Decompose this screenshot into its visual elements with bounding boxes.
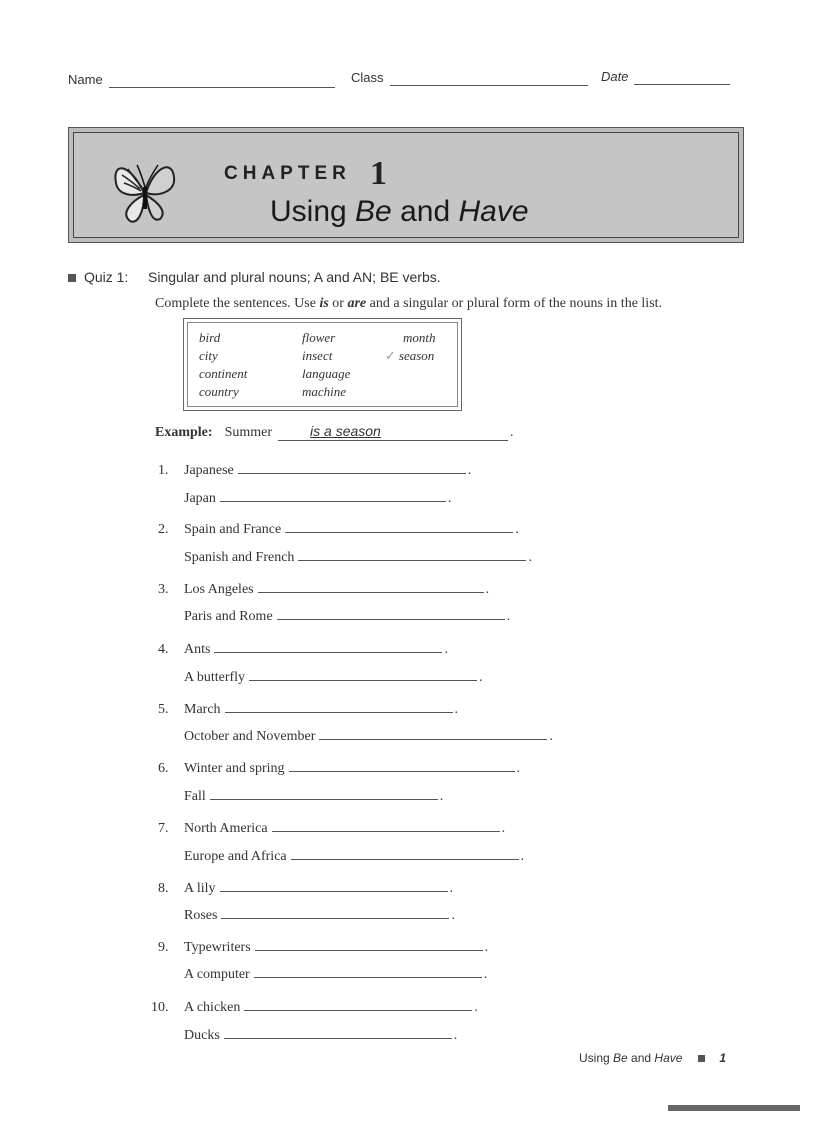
item-prompt: Paris and Rome	[184, 609, 273, 624]
item-9: 9. Typewriters .	[158, 940, 489, 955]
word-bird: bird	[199, 330, 221, 345]
chapter-banner	[68, 127, 744, 243]
chapter-word: CHAPTER	[224, 163, 351, 184]
instructions-part-c: and a singular or plural form of the nouns in the list.	[366, 296, 663, 311]
item-9b: A computer .	[184, 967, 488, 982]
answer-line[interactable]	[249, 679, 477, 681]
item-prompt: Winter and spring	[184, 761, 285, 776]
word-season-row	[385, 348, 434, 364]
page-number: 1	[719, 1051, 727, 1065]
item-4b: A butterfly .	[184, 670, 483, 685]
chapter-number: 1	[370, 155, 387, 192]
chapter-title-part1: Using	[270, 195, 356, 228]
item-6: 6. Winter and spring .	[158, 761, 521, 776]
item-1: 1. Japanese .	[158, 463, 472, 478]
item-number: 10.	[151, 1000, 169, 1015]
answer-line[interactable]	[272, 830, 500, 832]
item-prompt: March	[184, 702, 221, 717]
item-prompt: October and November	[184, 729, 316, 744]
item-prompt: Roses	[184, 908, 218, 923]
answer-line[interactable]	[291, 858, 519, 860]
item-prompt: Ants	[184, 642, 211, 657]
class-label: Class	[351, 70, 384, 85]
item-7b: Europe and Africa .	[184, 849, 525, 864]
name-field[interactable]	[68, 72, 335, 88]
checkmark-icon: ✓	[385, 348, 396, 363]
footer-have: Have	[654, 1051, 683, 1065]
item-prompt: North America	[184, 821, 268, 836]
item-prompt: Ducks	[184, 1028, 220, 1043]
answer-line[interactable]	[258, 591, 484, 593]
answer-line[interactable]	[210, 798, 438, 800]
answer-line[interactable]	[289, 770, 515, 772]
answer-line[interactable]	[221, 917, 449, 919]
item-prompt: A chicken	[184, 1000, 241, 1015]
item-prompt: Fall	[184, 789, 206, 804]
scan-edge-mark	[668, 1105, 800, 1111]
answer-line[interactable]	[244, 1009, 472, 1011]
item-prompt: Los Angeles	[184, 582, 254, 597]
item-prompt: Spain and France	[184, 522, 282, 537]
item-number: 7.	[158, 821, 169, 836]
example-label: Example:	[155, 425, 213, 440]
item-prompt: Typewriters	[184, 940, 251, 955]
example-subject: Summer	[224, 425, 273, 440]
date-field[interactable]	[601, 69, 730, 85]
item-4: 4. Ants .	[158, 642, 448, 657]
item-1b: Japan .	[184, 491, 452, 506]
chapter-title-have: Have	[458, 195, 529, 228]
item-prompt: Japan	[184, 491, 216, 506]
instructions-part-a: Complete the sentences. Use	[155, 296, 320, 311]
class-line	[390, 84, 588, 86]
instructions-is: is	[319, 296, 329, 311]
word-machine: machine	[302, 384, 347, 399]
item-number: 5.	[158, 702, 169, 717]
item-prompt: A computer	[184, 967, 250, 982]
item-number: 4.	[158, 642, 169, 657]
word-month: month	[403, 330, 436, 345]
butterfly-icon	[110, 153, 180, 225]
answer-line[interactable]	[220, 890, 448, 892]
quiz-heading	[68, 269, 441, 285]
item-7: 7. North America .	[158, 821, 506, 836]
footer-text-2: and	[627, 1051, 655, 1065]
item-number: 6.	[158, 761, 169, 776]
quiz-title: Singular and plural nouns; A and AN; BE verbs.	[148, 269, 441, 285]
answer-line[interactable]	[285, 531, 513, 533]
date-line	[634, 83, 730, 85]
answer-line[interactable]	[238, 472, 466, 474]
item-2: 2. Spain and France .	[158, 522, 519, 537]
item-prompt: Japanese	[184, 463, 234, 478]
item-3: 3. Los Angeles .	[158, 582, 490, 597]
item-10: 10. A chicken .	[151, 1000, 478, 1015]
word-continent: continent	[199, 366, 248, 381]
item-prompt: Spanish and French	[184, 550, 295, 565]
word-insect: insect	[302, 348, 333, 363]
item-10b: Ducks .	[184, 1028, 458, 1043]
item-number: 3.	[158, 582, 169, 597]
item-prompt: A lily	[184, 881, 216, 896]
answer-line[interactable]	[220, 500, 446, 502]
item-5: 5. March .	[158, 702, 459, 717]
answer-line[interactable]	[225, 711, 453, 713]
word-list-box	[183, 318, 462, 411]
answer-line[interactable]	[224, 1037, 452, 1039]
example-sentence: Example: Summer is a season .	[155, 423, 514, 440]
word-language: language	[302, 366, 351, 381]
answer-line[interactable]	[254, 976, 482, 978]
item-3b: Paris and Rome .	[184, 609, 511, 624]
example-blank	[278, 424, 508, 441]
footer-text-1: Using	[579, 1051, 614, 1065]
class-field[interactable]	[351, 70, 588, 86]
page-footer	[579, 1051, 726, 1065]
item-prompt: Europe and Africa	[184, 849, 287, 864]
item-prompt: A butterfly	[184, 670, 246, 685]
item-8b: Roses .	[184, 908, 455, 923]
chapter-title-part2: and	[391, 195, 459, 228]
date-label: Date	[601, 69, 629, 84]
example-answer: is a season	[310, 423, 381, 439]
item-number: 2.	[158, 522, 169, 537]
chapter-banner-inner	[73, 132, 739, 238]
answer-line[interactable]	[214, 651, 442, 653]
word-flower: flower	[302, 330, 336, 345]
footer-square-icon	[698, 1055, 705, 1062]
name-label: Name	[68, 72, 103, 87]
quiz-label: Quiz 1:	[84, 269, 129, 285]
chapter-title-be: Be	[355, 195, 392, 228]
word-country: country	[199, 384, 239, 399]
chapter-title	[270, 195, 529, 229]
word-season: season	[398, 348, 435, 363]
footer-be: Be	[613, 1051, 628, 1065]
item-number: 9.	[158, 940, 169, 955]
quiz-instructions	[155, 296, 662, 312]
item-6b: Fall .	[184, 789, 444, 804]
item-number: 1.	[158, 463, 169, 478]
instructions-part-b: or	[328, 296, 348, 311]
answer-line[interactable]	[277, 618, 505, 620]
item-5b: October and November .	[184, 729, 553, 744]
answer-line[interactable]	[255, 949, 483, 951]
word-city: city	[199, 348, 218, 363]
instructions-are: are	[347, 296, 367, 311]
answer-line[interactable]	[319, 738, 547, 740]
item-2b: Spanish and French .	[184, 550, 532, 565]
item-number: 8.	[158, 881, 169, 896]
answer-line[interactable]	[298, 559, 526, 561]
name-line	[109, 86, 335, 88]
quiz-bullet-icon	[68, 274, 76, 282]
item-8: 8. A lily .	[158, 881, 454, 896]
